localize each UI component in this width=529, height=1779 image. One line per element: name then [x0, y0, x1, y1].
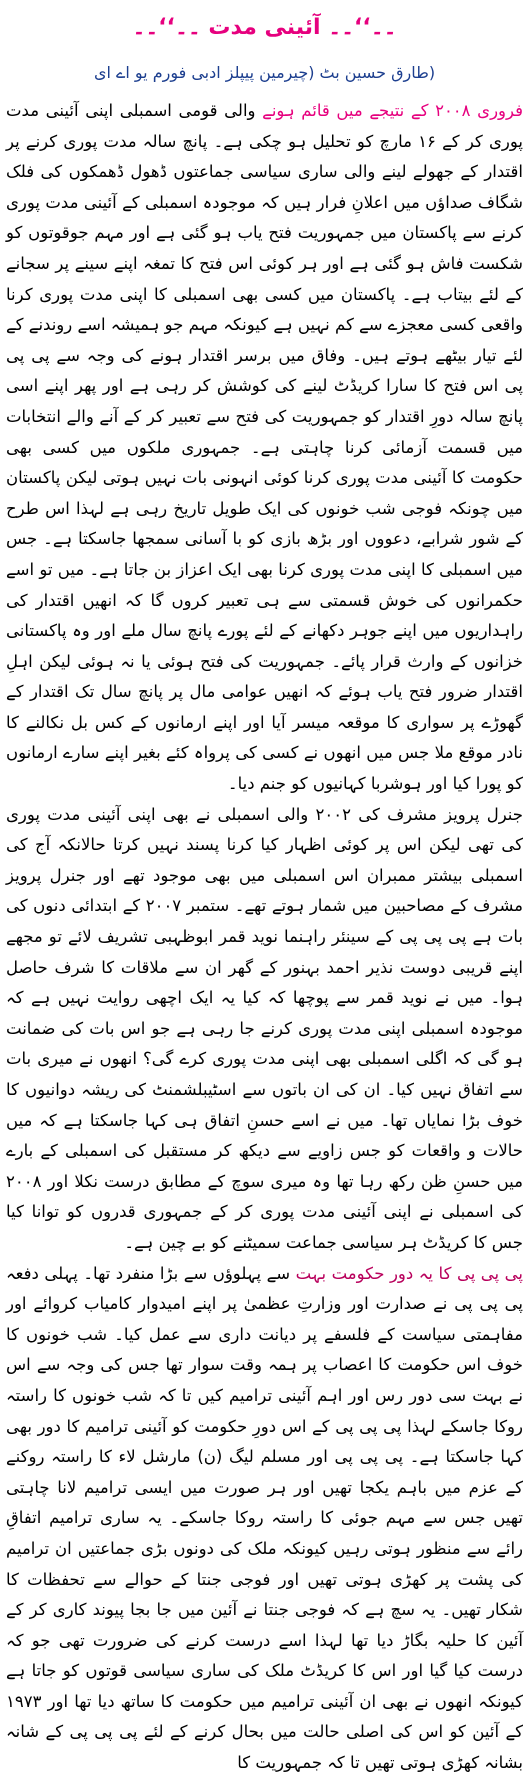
paragraph-text: جنرل پرویز مشرف کی ۲۰۰۲ والی اسمبلی نے بھی اپنی آئینی مدت پوری کی تھی لیکن اس پر کوئی اظہار کیا کرنا پسند نہیں کرتا حالانکہ آج کی اسمبلی بیشتر ممبران اس اسمبلی میں بھی موجود تھے اور جنرل پرویز مشرف کے مصاحبین میں شمار ہوتے تھے۔ ستمبر ۲۰۰۷ کے ابتدائی دنوں کی بات ہے پی پی پی کے سینئر راہنما نوید قمر ابوظہبی تشریف لائے تو مجھے اپنے قریبی دوست نذیر احمد بہنور کے گھر ان سے ملاقات کا شرف حاصل ہوا۔ میں نے نوید قمر سے پوچھا کہ کیا یہ ایک اچھی روایت نہیں ہے کہ موجودہ اسمبلی اپنی مدت پوری کرنے جا رہی ہے جو اس بات کی ضمانت ہو گی کہ اگلی اسمبلی بھی اپنی مدت پوری کرے گی؟ انھوں نے میری بات سے اتفاق نہیں کیا۔ ان کی ان باتوں سے اسٹیبلشمنٹ کی ریشہ دوانیوں کا خوف بڑا نمایاں تھا۔ میں نے اسے حسنِ اتفاق ہی کہا جاسکتا ہے کہ میں حالات و واقعات کو جس زاویے سے دیکھ کر مستقبل کی اسمبلی کے بارے میں حسنِ ظن رکھ رہا تھا وہ میری سوچ کے مطابق درست نکلا اور ۲۰۰۸ کی اسمبلی نے اپنی آئینی مدت پوری کر کے جمہوری قدروں کو توانا کیا جس کا کریڈٹ ہر سیاسی جماعت سمیٹنے کو بے چین ہے۔	[6, 804, 524, 1252]
paragraph-text: والی قومی اسمبلی اپنی آئینی مدت پوری کر کے ۱۶ مارچ کو تحلیل ہو چکی ہے۔ پانچ سالہ مدت پوری کرنے پر اقتدار کے جھولے لینے والی ساری سیاسی جماعتوں ڈھول ڈھمکوں کی فلک شگاف صداؤں میں اعلانِ فرار ہیں کہ موجودہ اسمبلی کے آئینی مدت پوری کرنے سے پاکستان میں جمہوریت فتح یاب ہو گئی ہے اور مہم جوقوتوں کو شکست فاش ہو گئی ہے اور ہر کوئی اس فتح کا تمغہ اپنے سینے پر سجانے کے لئے بیتاب ہے۔ پاکستان میں کسی بھی اسمبلی کا اپنی مدت پوری کرنا واقعی کسی معجزے سے کم نہیں ہے کیونکہ مہم جو ہمیشہ اسے روندنے کے لئے تیار بیٹھے ہوتے ہیں۔ وفاق میں برسر اقتدار ہونے کی وجہ سے پی پی پی اس فتح کا سارا کریڈٹ لینے کی کوشش کر رہی ہے اور پھر اپنے اسی پانچ سالہ دورِ اقتدار کو جمہوریت کی فتح سے تعبیر کر کے آنے والے انتخابات میں قسمت آزمائی کرنا چاہتی ہے۔ جمہوری ملکوں میں کسی بھی حکومت کا آئینی مدت پوری کرنا کوئی انہونی بات نہیں ہوتی لیکن پاکستان میں چونکہ فوجی شب خونوں کی ایک طویل تاریخ رہی ہے لہذا اس طرح کے شور شرابے، دعووں اور بڑھ بازی کو با آسانی سمجھا جاسکتا ہے۔ جس میں اسمبلی کا اپنی مدت پوری کرنا بھی ایک اعزاز بن جاتا ہے۔ میں تو اسے حکمرانوں کی خوش قسمتی سے ہی تعبیر کروں گا کہ انھیں اقتدار کی راہداریوں میں اپنے جوہر دکھانے کے لئے پورے پانچ سال ملے اور وہ پاکستانی خزانوں کے وارث قرار پائے۔ جمہوریت کی فتح ہوئی یا نہ ہوئی لیکن اہلِ اقتدار ضرور فتح یاب ہوئے کہ انھیں عوامی مال پر پانچ سال تک اقتدار کے گھوڑے پر سواری کا موقعہ میسر آیا اور اپنے ارمانوں کے کس بل نکالنے کا نادر موقع ملا جس میں انھوں نے کسی کی پرواہ کئے بغیر اپنے سارے ارمانوں کو پورا کیا اور ہوشربا کہانیوں کو جنم دیا۔	[6, 101, 523, 794]
paragraph-2	[6, 800, 523, 1259]
highlighted-phrase: فروری ۲۰۰۸ کے نتیجے میں قائم ہونے	[262, 101, 524, 120]
article-body	[6, 96, 524, 1773]
article-title: ۔۔‘‘۔۔ آئینی مدت ۔۔‘‘۔۔	[132, 15, 397, 40]
paragraph-3	[6, 1259, 523, 1779]
paragraph-1	[6, 96, 523, 800]
article-byline: (طارق حسین بٹ (چیرمین پیپلز ادبی فورم یو اے ای	[93, 63, 436, 82]
highlighted-phrase: پی پی پی کا یہ دور حکومت بہت	[295, 1263, 524, 1283]
paragraph-text: سے پہلوؤں سے بڑا منفرد تھا۔ پہلی دفعہ پی پی پی نے صدارت اور وزارتِ عظمیٰ پر اپنے امیدوار کامیاب کروائے اور مفاہمتی سیاست کے فلسفے پر دیانت داری سے عمل کیا۔ شب خونوں کا خوف اس حکومت کا اعصاب پر ہمہ وقت سوار تھا جس کی وجہ سے اس نے بہت سی دور رس اور اہم آئینی ترامیم کیں تا کہ شب خونوں کا راستہ روکا جاسکے لہذا پی پی پی کے اس دورِ حکومت کو آئینی ترامیم کا دور بھی کہا جاسکتا ہے۔ پی پی پی اور مسلم لیگ (ن) مارشل لاء کا راستہ روکنے کے عزم میں باہم یکجا تھیں اور ہر صورت میں ایسی ترامیم لانا چاہتی تھیں جس سے مہم جوئی کا راستہ روکا جاسکے۔ یہ ساری ترامیم اتفاقِ رائے سے منظور ہوتی رہیں کیونکہ ملک کی دونوں بڑی جماعتیں ان ترامیم کی پشت پر کھڑی ہوتی تھیں اور فوجی جنتا کے حوالے سے تحفظات کا شکار تھیں۔ یہ سچ ہے کہ فوجی جنتا نے آئین میں جا بجا پیوند کاری کر کے آئین کا حلیہ بگاڑ دیا تھا لہذا اسے درست کرنے کی ضرورت تھی جو کہ درست کیا گیا اور اس کا کریڈٹ ملک کی ساری سیاسی قوتوں کو جاتا ہے کیونکہ انھوں نے بھی ان آئینی ترامیم میں حکومت کا ساتھ دیا تھا اور ۱۹۷۳ کے آئین کو اس کی اصلی حالت میں بحال کرنے کے لئے پی پی پی کے شانہ بشانہ کھڑی ہوتی تھیں تا کہ جمہوریت کا	[6, 1263, 523, 1773]
